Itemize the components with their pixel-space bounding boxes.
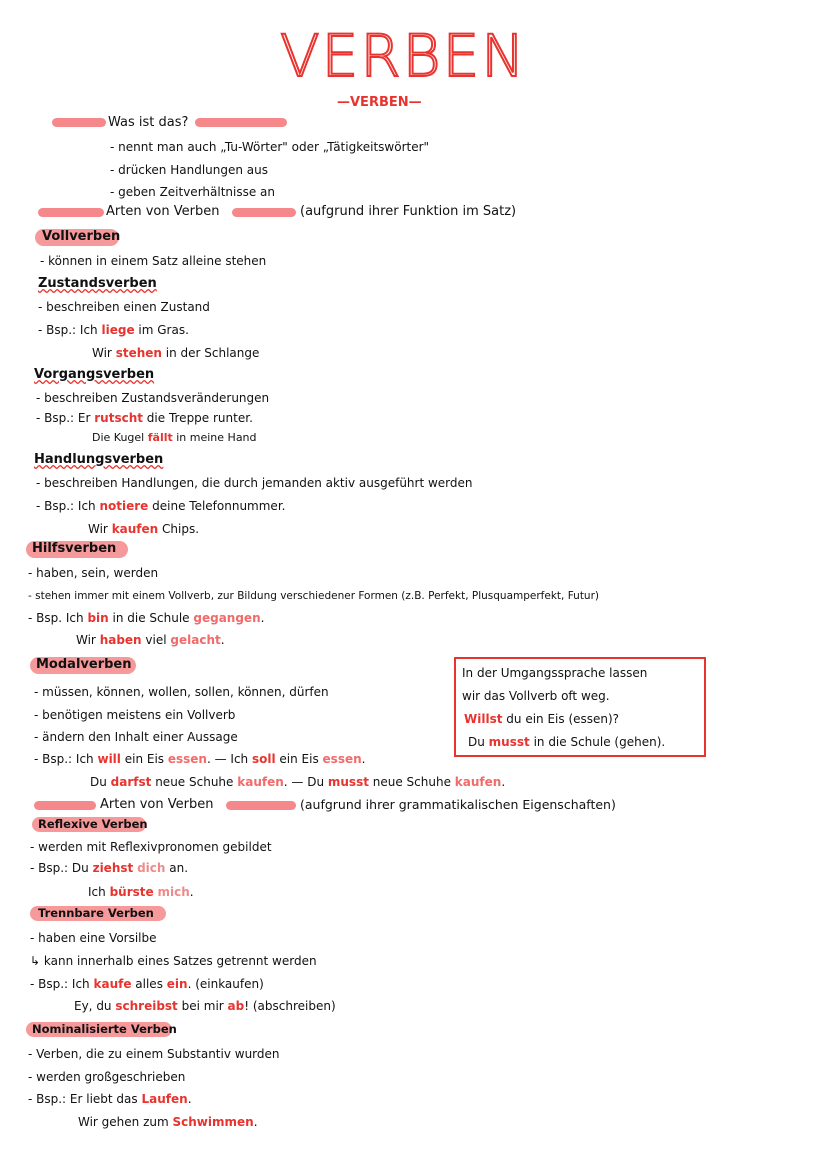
handlung-example-2: Wir kaufen Chips. xyxy=(88,522,200,536)
trennbare-example-1: - Bsp.: Ich kaufe alles ein. (einkaufen) xyxy=(30,977,264,991)
reflexive-example-1: - Bsp.: Du ziehst dich an. xyxy=(30,861,189,875)
vorgang-example-1: - Bsp.: Er rutscht die Treppe runter. xyxy=(36,411,253,425)
section-heading-arten-note: (aufgrund ihrer Funktion im Satz) xyxy=(300,204,517,219)
page-title: VERBEN xyxy=(280,22,527,90)
definition-line-3: - geben Zeitverhältnisse an xyxy=(110,185,276,199)
definition-line-1: - nennt man auch „Tu-Wörter" oder „Tätigkeitswörter" xyxy=(110,140,430,154)
nominal-line-1: - Verben, die zu einem Substantiv wurden xyxy=(28,1047,280,1061)
page-subtitle: —VERBEN— xyxy=(337,95,422,110)
heading-handlungsverben: Handlungsverben xyxy=(34,452,164,467)
vorgang-line: - beschreiben Zustandsveränderungen xyxy=(36,391,270,405)
handlung-example-1: - Bsp.: Ich notiere deine Telefonnummer. xyxy=(36,499,286,513)
handlung-line: - beschreiben Handlungen, die durch jemanden aktiv ausgeführt werden xyxy=(36,476,473,490)
nominal-example-1: - Bsp.: Er liebt das Laufen. xyxy=(28,1092,192,1106)
vorgang-example-2: Die Kugel fällt in meine Hand xyxy=(92,431,257,444)
trennbare-line-2: ↳ kann innerhalb eines Satzes getrennt werden xyxy=(30,954,317,968)
hilfsverben-line-2: - stehen immer mit einem Vollverb, zur Bildung verschiedener Formen (z.B. Perfekt, Plusquamperfekt, Futur) xyxy=(28,590,600,602)
modal-line-3: - ändern den Inhalt einer Aussage xyxy=(34,730,238,744)
modal-line-2: - benötigen meistens ein Vollverb xyxy=(34,708,236,722)
nominal-example-2: Wir gehen zum Schwimmen. xyxy=(78,1115,258,1129)
trennbare-line-1: - haben eine Vorsilbe xyxy=(30,931,157,945)
heading-bar-left xyxy=(52,118,106,127)
section-heading-arten: Arten von Verben xyxy=(106,204,220,219)
heading-bar-right xyxy=(232,208,296,217)
hilfsverben-line-1: - haben, sein, werden xyxy=(28,566,159,580)
section-heading-arten-2-note: (aufgrund ihrer grammatikalischen Eigenschaften) xyxy=(300,797,616,812)
zustand-line: - beschreiben einen Zustand xyxy=(38,300,210,314)
trennbare-example-2: Ey, du schreibst bei mir ab! (abschreiben) xyxy=(74,999,336,1013)
heading-vollverben: Vollverben xyxy=(42,229,121,244)
heading-nominalisierte-verben: Nominalisierte Verben xyxy=(32,1022,177,1036)
heading-hilfsverben: Hilfsverben xyxy=(32,541,117,556)
heading-bar-right xyxy=(195,118,287,127)
reflexive-example-2: Ich bürste mich. xyxy=(88,885,194,899)
hilfsverben-example-1: - Bsp. Ich bin in die Schule gegangen. xyxy=(28,611,265,625)
hilfsverben-example-2: Wir haben viel gelacht. xyxy=(76,633,225,647)
definition-line-2: - drücken Handlungen aus xyxy=(110,163,268,177)
zustand-example-2: Wir stehen in der Schlange xyxy=(92,346,260,360)
note-line-1: In der Umgangssprache lassen xyxy=(462,666,648,680)
note-line-4: Du musst in die Schule (gehen). xyxy=(468,735,666,749)
heading-modalverben: Modalverben xyxy=(36,657,132,672)
note-line-2: wir das Vollverb oft weg. xyxy=(462,689,610,703)
heading-zustandsverben: Zustandsverben xyxy=(38,276,157,291)
modal-example-1: - Bsp.: Ich will ein Eis essen. — Ich soll ein Eis essen. xyxy=(34,752,366,766)
heading-trennbare-verben: Trennbare Verben xyxy=(38,906,154,920)
heading-reflexive-verben: Reflexive Verben xyxy=(38,817,148,831)
zustand-example-1: - Bsp.: Ich liege im Gras. xyxy=(38,323,189,337)
vollverben-line: - können in einem Satz alleine stehen xyxy=(40,254,267,268)
section-heading-was-ist-das: Was ist das? xyxy=(108,115,189,130)
note-line-3: Willst du ein Eis (essen)? xyxy=(464,712,620,726)
modal-example-2: Du darfst neue Schuhe kaufen. — Du musst neue Schuhe kaufen. xyxy=(90,775,506,789)
section-heading-arten-2: Arten von Verben xyxy=(100,797,214,812)
heading-vorgangsverben: Vorgangsverben xyxy=(34,367,155,382)
heading-bar-left xyxy=(34,801,96,810)
nominal-line-2: - werden großgeschrieben xyxy=(28,1070,186,1084)
heading-bar-left xyxy=(38,208,104,217)
reflexive-line: - werden mit Reflexivpronomen gebildet xyxy=(30,840,272,854)
modal-line-1: - müssen, können, wollen, sollen, können, dürfen xyxy=(34,685,329,699)
heading-bar-right xyxy=(226,801,296,810)
